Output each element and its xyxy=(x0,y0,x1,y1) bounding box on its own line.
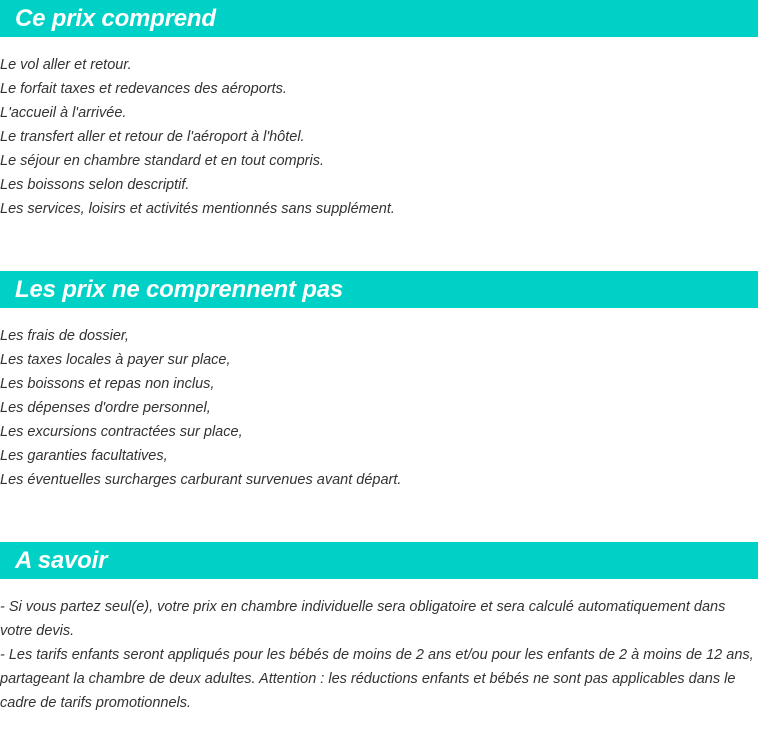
section-header xyxy=(0,0,758,37)
list-item: Les services, loisirs et activités mentionnés sans supplément. xyxy=(0,201,395,217)
included-list xyxy=(0,53,758,221)
paragraph: - Les tarifs enfants seront appliqués pour les bébés de moins de 2 ans et/ou pour les enfants de 2 à moins de 12 ans, partageant la chambre de deux adultes. Attention : les réductions enfants et bébés ne sont pas applicables dans le cadre de tarifs promotionnels. xyxy=(0,647,754,711)
list-item: Les boissons et repas non inclus, xyxy=(0,376,215,392)
section-good-to-know xyxy=(0,542,758,715)
list-item: Les frais de dossier, xyxy=(0,328,129,344)
list-item: Le vol aller et retour. xyxy=(0,57,132,73)
section-price-excludes xyxy=(0,271,758,492)
section-title: A savoir xyxy=(15,546,108,574)
list-item: Le séjour en chambre standard et en tout compris. xyxy=(0,153,325,169)
list-item: Les garanties facultatives, xyxy=(0,448,168,464)
list-item: Le forfait taxes et redevances des aéroports. xyxy=(0,81,287,97)
list-item: Les excursions contractées sur place, xyxy=(0,424,243,440)
list-item: L'accueil à l'arrivée. xyxy=(0,105,127,121)
section-title: Les prix ne comprennent pas xyxy=(15,275,344,303)
excluded-list xyxy=(0,324,758,492)
section-header xyxy=(0,271,758,308)
section-title: Ce prix comprend xyxy=(15,4,216,32)
good-to-know-body xyxy=(0,595,758,715)
section-price-includes xyxy=(0,0,758,221)
list-item: Les dépenses d'ordre personnel, xyxy=(0,400,211,416)
list-item: Les taxes locales à payer sur place, xyxy=(0,352,231,368)
list-item: Les éventuelles surcharges carburant survenues avant départ. xyxy=(0,472,402,488)
paragraph: - Si vous partez seul(e), votre prix en chambre individuelle sera obligatoire et sera calculé automatiquement dans votre devis. xyxy=(0,599,726,639)
section-header xyxy=(0,542,758,579)
list-item: Les boissons selon descriptif. xyxy=(0,177,190,193)
list-item: Le transfert aller et retour de l'aéroport à l'hôtel. xyxy=(0,129,305,145)
